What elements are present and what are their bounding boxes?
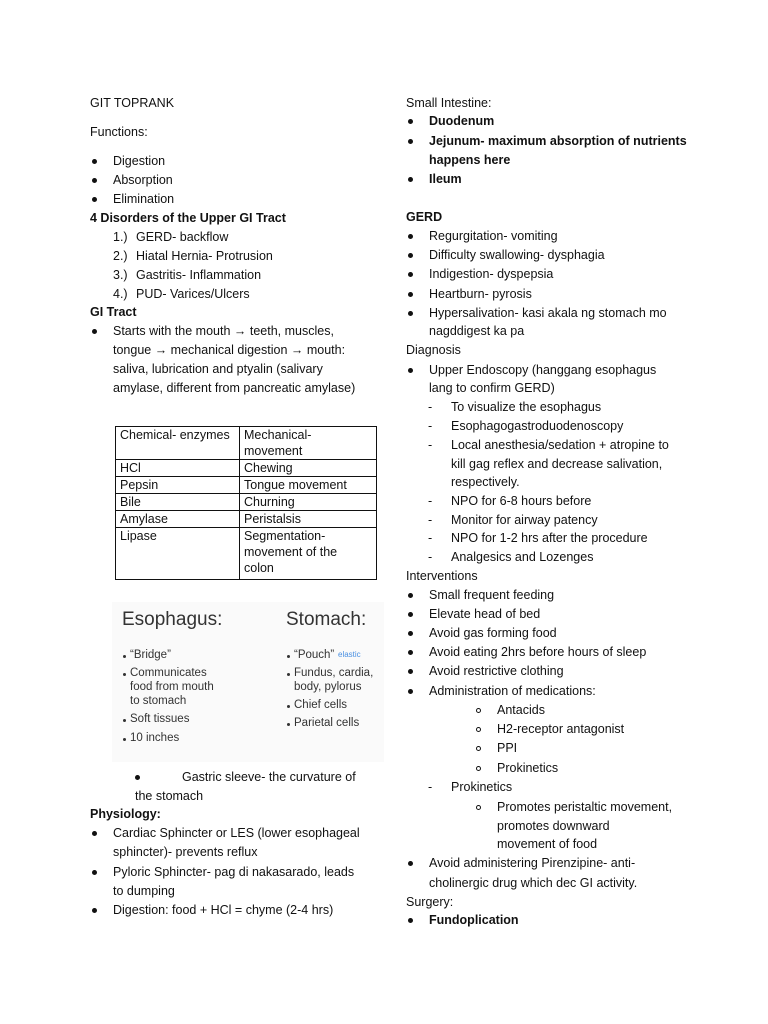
stomach-item: “Pouch” bbox=[294, 649, 335, 661]
physiology-item: to dumping bbox=[113, 884, 175, 898]
diagnosis-sub-item: Local anesthesia/sedation + atropine to bbox=[451, 438, 669, 452]
dash: - bbox=[428, 494, 433, 508]
table-cell: Mechanical- movement bbox=[240, 427, 377, 460]
gi-tract-line: amylase, different from pancreatic amylase) bbox=[113, 381, 356, 395]
intervention-item: Elevate head of bed bbox=[429, 607, 541, 621]
small-intestine-item: Duodenum bbox=[429, 114, 495, 128]
table-cell: Tongue movement bbox=[240, 477, 377, 494]
sub-bullet bbox=[476, 727, 481, 732]
function-item: Elimination bbox=[113, 192, 175, 206]
medication-item: H2-receptor antagonist bbox=[497, 722, 625, 736]
gastric-sleeve-line: Gastric sleeve- the curvature of bbox=[182, 770, 356, 784]
medication-item: Prokinetics bbox=[497, 761, 559, 775]
bullet bbox=[123, 655, 126, 658]
table-cell: Lipase bbox=[116, 528, 240, 580]
dash: - bbox=[428, 550, 433, 564]
table-cell: Chemical- enzymes bbox=[116, 427, 240, 460]
bullet bbox=[287, 655, 290, 658]
prokinetics-item: Promotes peristaltic movement, bbox=[497, 800, 673, 814]
esophagus-item: Soft tissues bbox=[130, 713, 190, 725]
table-cell: Segmentation- movement of the colon bbox=[240, 528, 377, 580]
diagnosis-item: lang to confirm GERD) bbox=[429, 381, 555, 395]
sub-bullet bbox=[476, 805, 481, 810]
table-row bbox=[116, 494, 377, 511]
disorder-item: GERD- backflow bbox=[136, 230, 229, 244]
bullet bbox=[408, 689, 413, 694]
bullet bbox=[92, 870, 97, 875]
dash: - bbox=[428, 419, 433, 433]
dash: - bbox=[428, 400, 433, 414]
intervention-item: Small frequent feeding bbox=[429, 588, 555, 602]
diagnosis-sub-item: respectively. bbox=[451, 475, 520, 489]
diagnosis-heading: Diagnosis bbox=[406, 343, 461, 357]
bullet bbox=[135, 775, 140, 780]
bullet bbox=[408, 234, 413, 239]
table-header-row bbox=[116, 427, 377, 460]
physiology-item: Cardiac Sphincter or LES (lower esophageal bbox=[113, 826, 360, 840]
disorder-num: 1.) bbox=[113, 230, 128, 244]
bullet bbox=[408, 177, 413, 182]
gi-tract-heading: GI Tract bbox=[90, 305, 137, 319]
surgery-heading: Surgery: bbox=[406, 895, 454, 909]
bullet bbox=[92, 197, 97, 202]
gerd-item: nagddigest ka pa bbox=[429, 324, 525, 338]
bullet bbox=[408, 368, 413, 373]
bullet bbox=[408, 593, 413, 598]
bullet bbox=[408, 612, 413, 617]
gastric-sleeve-line: the stomach bbox=[135, 789, 204, 803]
table-cell: Peristalsis bbox=[240, 511, 377, 528]
pirenzipine-line: cholinergic drug which dec GI activity. bbox=[429, 876, 638, 890]
dash: - bbox=[428, 531, 433, 545]
table-cell: Pepsin bbox=[116, 477, 240, 494]
gerd-item: Heartburn- pyrosis bbox=[429, 287, 532, 301]
bullet bbox=[408, 253, 413, 258]
table-cell: Chewing bbox=[240, 460, 377, 477]
diagnosis-sub-item: NPO for 1-2 hrs after the procedure bbox=[451, 531, 648, 545]
stomach-item: Fundus, cardia, body, pylorus bbox=[294, 667, 374, 693]
small-intestine-heading: Small Intestine: bbox=[406, 96, 492, 110]
table-row bbox=[116, 528, 377, 580]
dash: - bbox=[428, 438, 433, 452]
table-cell: Amylase bbox=[116, 511, 240, 528]
bullet bbox=[287, 705, 290, 708]
bullet bbox=[92, 831, 97, 836]
sub-bullet bbox=[476, 766, 481, 771]
bullet bbox=[408, 669, 413, 674]
diagnosis-sub-item: NPO for 6-8 hours before bbox=[451, 494, 592, 508]
gerd-item: Hypersalivation- kasi akala ng stomach mo bbox=[429, 306, 667, 320]
esophagus-item: “Bridge” bbox=[130, 649, 171, 661]
disorder-item: Gastritis- Inflammation bbox=[136, 268, 262, 282]
stomach-item: Parietal cells bbox=[294, 717, 360, 729]
bullet bbox=[408, 918, 413, 923]
sub-bullet bbox=[476, 746, 481, 751]
prokinetics-label: Prokinetics bbox=[451, 780, 513, 794]
enzymes-movement-table bbox=[115, 426, 377, 580]
table-cell: HCl bbox=[116, 460, 240, 477]
intervention-item: Avoid eating 2hrs before hours of sleep bbox=[429, 645, 647, 659]
doc-title: GIT TOPRANK bbox=[90, 96, 175, 110]
bullet bbox=[92, 159, 97, 164]
medication-item: PPI bbox=[497, 741, 518, 755]
small-intestine-item: happens here bbox=[429, 153, 511, 167]
small-intestine-item: Ileum bbox=[429, 172, 462, 186]
bullet bbox=[123, 738, 126, 741]
stomach-item: Chief cells bbox=[294, 699, 348, 711]
disorder-num: 3.) bbox=[113, 268, 128, 282]
dash: - bbox=[428, 780, 433, 794]
sub-bullet bbox=[476, 708, 481, 713]
esophagus-item: 10 inches bbox=[130, 732, 180, 744]
gerd-item: Regurgitation- vomiting bbox=[429, 229, 558, 243]
physiology-item: Pyloric Sphincter- pag di nakasarado, leads bbox=[113, 865, 355, 879]
intervention-item: Avoid restrictive clothing bbox=[429, 664, 564, 678]
physiology-heading: Physiology: bbox=[90, 807, 161, 821]
bullet bbox=[287, 723, 290, 726]
medication-item: Antacids bbox=[497, 703, 545, 717]
bullet bbox=[92, 329, 97, 334]
gerd-item: Difficulty swallowing- dysphagia bbox=[429, 248, 605, 262]
stomach-title: Stomach: bbox=[286, 609, 367, 630]
bullet bbox=[123, 673, 126, 676]
bullet bbox=[408, 631, 413, 636]
prokinetics-item: movement of food bbox=[497, 837, 598, 851]
diagnosis-sub-item: Monitor for airway patency bbox=[451, 513, 598, 527]
table-cell: Bile bbox=[116, 494, 240, 511]
bullet bbox=[408, 650, 413, 655]
gi-tract-line: tongue → mechanical digestion → mouth: bbox=[113, 343, 346, 357]
bullet bbox=[408, 311, 413, 316]
table-row bbox=[116, 511, 377, 528]
esophagus-item: Communicates food from mouth to stomach bbox=[130, 667, 214, 707]
intervention-item: Avoid gas forming food bbox=[429, 626, 557, 640]
interventions-heading: Interventions bbox=[406, 569, 478, 583]
bullet bbox=[408, 119, 413, 124]
diagnosis-sub-item: kill gag reflex and decrease salivation, bbox=[451, 457, 663, 471]
diagnosis-sub-item: Esophagogastroduodenoscopy bbox=[451, 419, 624, 433]
small-intestine-item: Jejunum- maximum absorption of nutrients bbox=[429, 134, 687, 148]
function-item: Absorption bbox=[113, 173, 173, 187]
disorders-heading: 4 Disorders of the Upper GI Tract bbox=[90, 211, 286, 225]
gi-tract-line: saliva, lubrication and ptyalin (salivary bbox=[113, 362, 323, 376]
physiology-item: sphincter)- prevents reflux bbox=[113, 845, 258, 859]
table-cell: Churning bbox=[240, 494, 377, 511]
gerd-item: Indigestion- dyspepsia bbox=[429, 267, 554, 281]
elastic-note: elastic bbox=[338, 650, 361, 659]
physiology-item: Digestion: food + HCl = chyme (2-4 hrs) bbox=[113, 903, 334, 917]
functions-label: Functions: bbox=[90, 125, 148, 139]
function-item: Digestion bbox=[113, 154, 166, 168]
pirenzipine-line: Avoid administering Pirenzipine- anti- bbox=[429, 856, 636, 870]
bullet bbox=[408, 272, 413, 277]
bullet bbox=[408, 861, 413, 866]
bullet bbox=[408, 139, 413, 144]
diagnosis-item: Upper Endoscopy (hanggang esophagus bbox=[429, 363, 657, 377]
bullet bbox=[92, 178, 97, 183]
diagnosis-sub-item: Analgesics and Lozenges bbox=[451, 550, 594, 564]
dash: - bbox=[428, 513, 433, 527]
diagnosis-sub-item: To visualize the esophagus bbox=[451, 400, 602, 414]
prokinetics-item: promotes downward bbox=[497, 819, 610, 833]
disorder-item: PUD- Varices/Ulcers bbox=[136, 287, 250, 301]
bullet bbox=[408, 292, 413, 297]
gi-tract-line: Starts with the mouth → teeth, muscles, bbox=[113, 324, 334, 338]
disorder-num: 2.) bbox=[113, 249, 128, 263]
disorder-num: 4.) bbox=[113, 287, 128, 301]
esophagus-title: Esophagus: bbox=[122, 609, 223, 630]
bullet bbox=[92, 908, 97, 913]
bullet bbox=[287, 673, 290, 676]
esophagus-stomach-figure bbox=[112, 602, 384, 762]
table-row bbox=[116, 477, 377, 494]
table-row bbox=[116, 460, 377, 477]
gerd-heading: GERD bbox=[406, 210, 443, 224]
surgery-item: Fundoplication bbox=[429, 913, 519, 927]
intervention-item: Administration of medications: bbox=[429, 684, 596, 698]
disorder-item: Hiatal Hernia- Protrusion bbox=[136, 249, 273, 263]
bullet bbox=[123, 719, 126, 722]
